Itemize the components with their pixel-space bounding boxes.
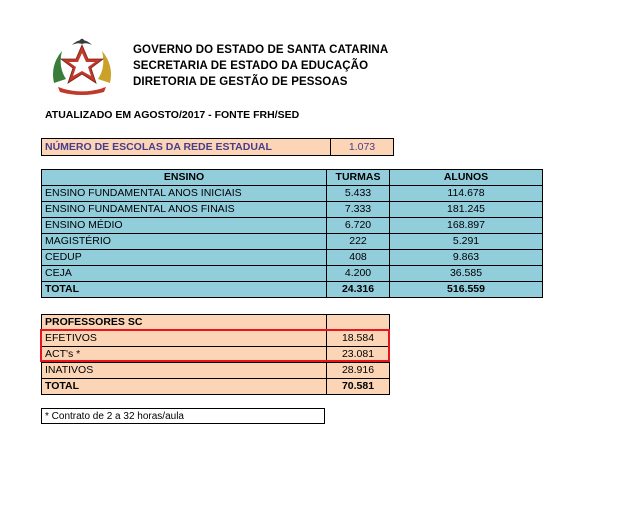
row-name: ENSINO FUNDAMENTAL ANOS INICIAIS [42,186,327,202]
total-label: TOTAL [42,282,327,298]
enrollment-table [41,169,543,298]
header-government: GOVERNO DO ESTADO DE SANTA CATARINA [133,44,389,56]
header-diretoria: DIRETORIA DE GESTÃO DE PESSOAS [133,76,348,88]
row-turmas: 4.200 [327,266,390,282]
row-value: 18.584 [327,331,390,347]
row-name: ENSINO FUNDAMENTAL ANOS FINAIS [42,202,327,218]
table-row [42,234,543,250]
row-name: ACT's * [42,347,327,363]
total-value: 70.581 [327,379,390,395]
row-alunos: 36.585 [390,266,543,282]
total-label: TOTAL [42,379,327,395]
header-turmas: TURMAS [327,170,390,186]
row-value: 28.916 [327,363,390,379]
table-total-row [42,379,390,395]
teachers-title: PROFESSORES SC [42,315,327,331]
row-turmas: 6.720 [327,218,390,234]
row-name: INATIVOS [42,363,327,379]
row-alunos: 114.678 [390,186,543,202]
row-turmas: 7.333 [327,202,390,218]
total-turmas: 24.316 [327,282,390,298]
row-name: ENSINO MÉDIO [42,218,327,234]
update-info: ATUALIZADO EM AGOSTO/2017 - FONTE FRH/SED [45,109,300,121]
table-row [42,186,543,202]
table-header-row [42,170,543,186]
schools-count-table [41,138,394,156]
header-ensino: ENSINO [42,170,327,186]
footnote: * Contrato de 2 a 32 horas/aula [41,408,325,424]
row-name: CEDUP [42,250,327,266]
row-turmas: 5.433 [327,186,390,202]
row-turmas: 408 [327,250,390,266]
row-alunos: 168.897 [390,218,543,234]
table-row [42,250,543,266]
schools-value: 1.073 [331,139,394,156]
row-name: MAGISTÉRIO [42,234,327,250]
row-name: EFETIVOS [42,331,327,347]
table-row [42,363,390,379]
row-alunos: 5.291 [390,234,543,250]
row-alunos: 9.863 [390,250,543,266]
coat-of-arms-logo [48,35,116,97]
row-value: 23.081 [327,347,390,363]
table-row [42,202,543,218]
row-alunos: 181.245 [390,202,543,218]
header-secretaria: SECRETARIA DE ESTADO DA EDUCAÇÃO [133,60,369,72]
row-turmas: 222 [327,234,390,250]
table-row [42,218,543,234]
highlight-box [40,329,390,362]
schools-row [42,139,394,156]
row-name: CEJA [42,266,327,282]
total-alunos: 516.559 [390,282,543,298]
table-row [42,266,543,282]
table-total-row [42,282,543,298]
header-alunos: ALUNOS [390,170,543,186]
schools-label: NÚMERO DE ESCOLAS DA REDE ESTADUAL [42,139,331,156]
